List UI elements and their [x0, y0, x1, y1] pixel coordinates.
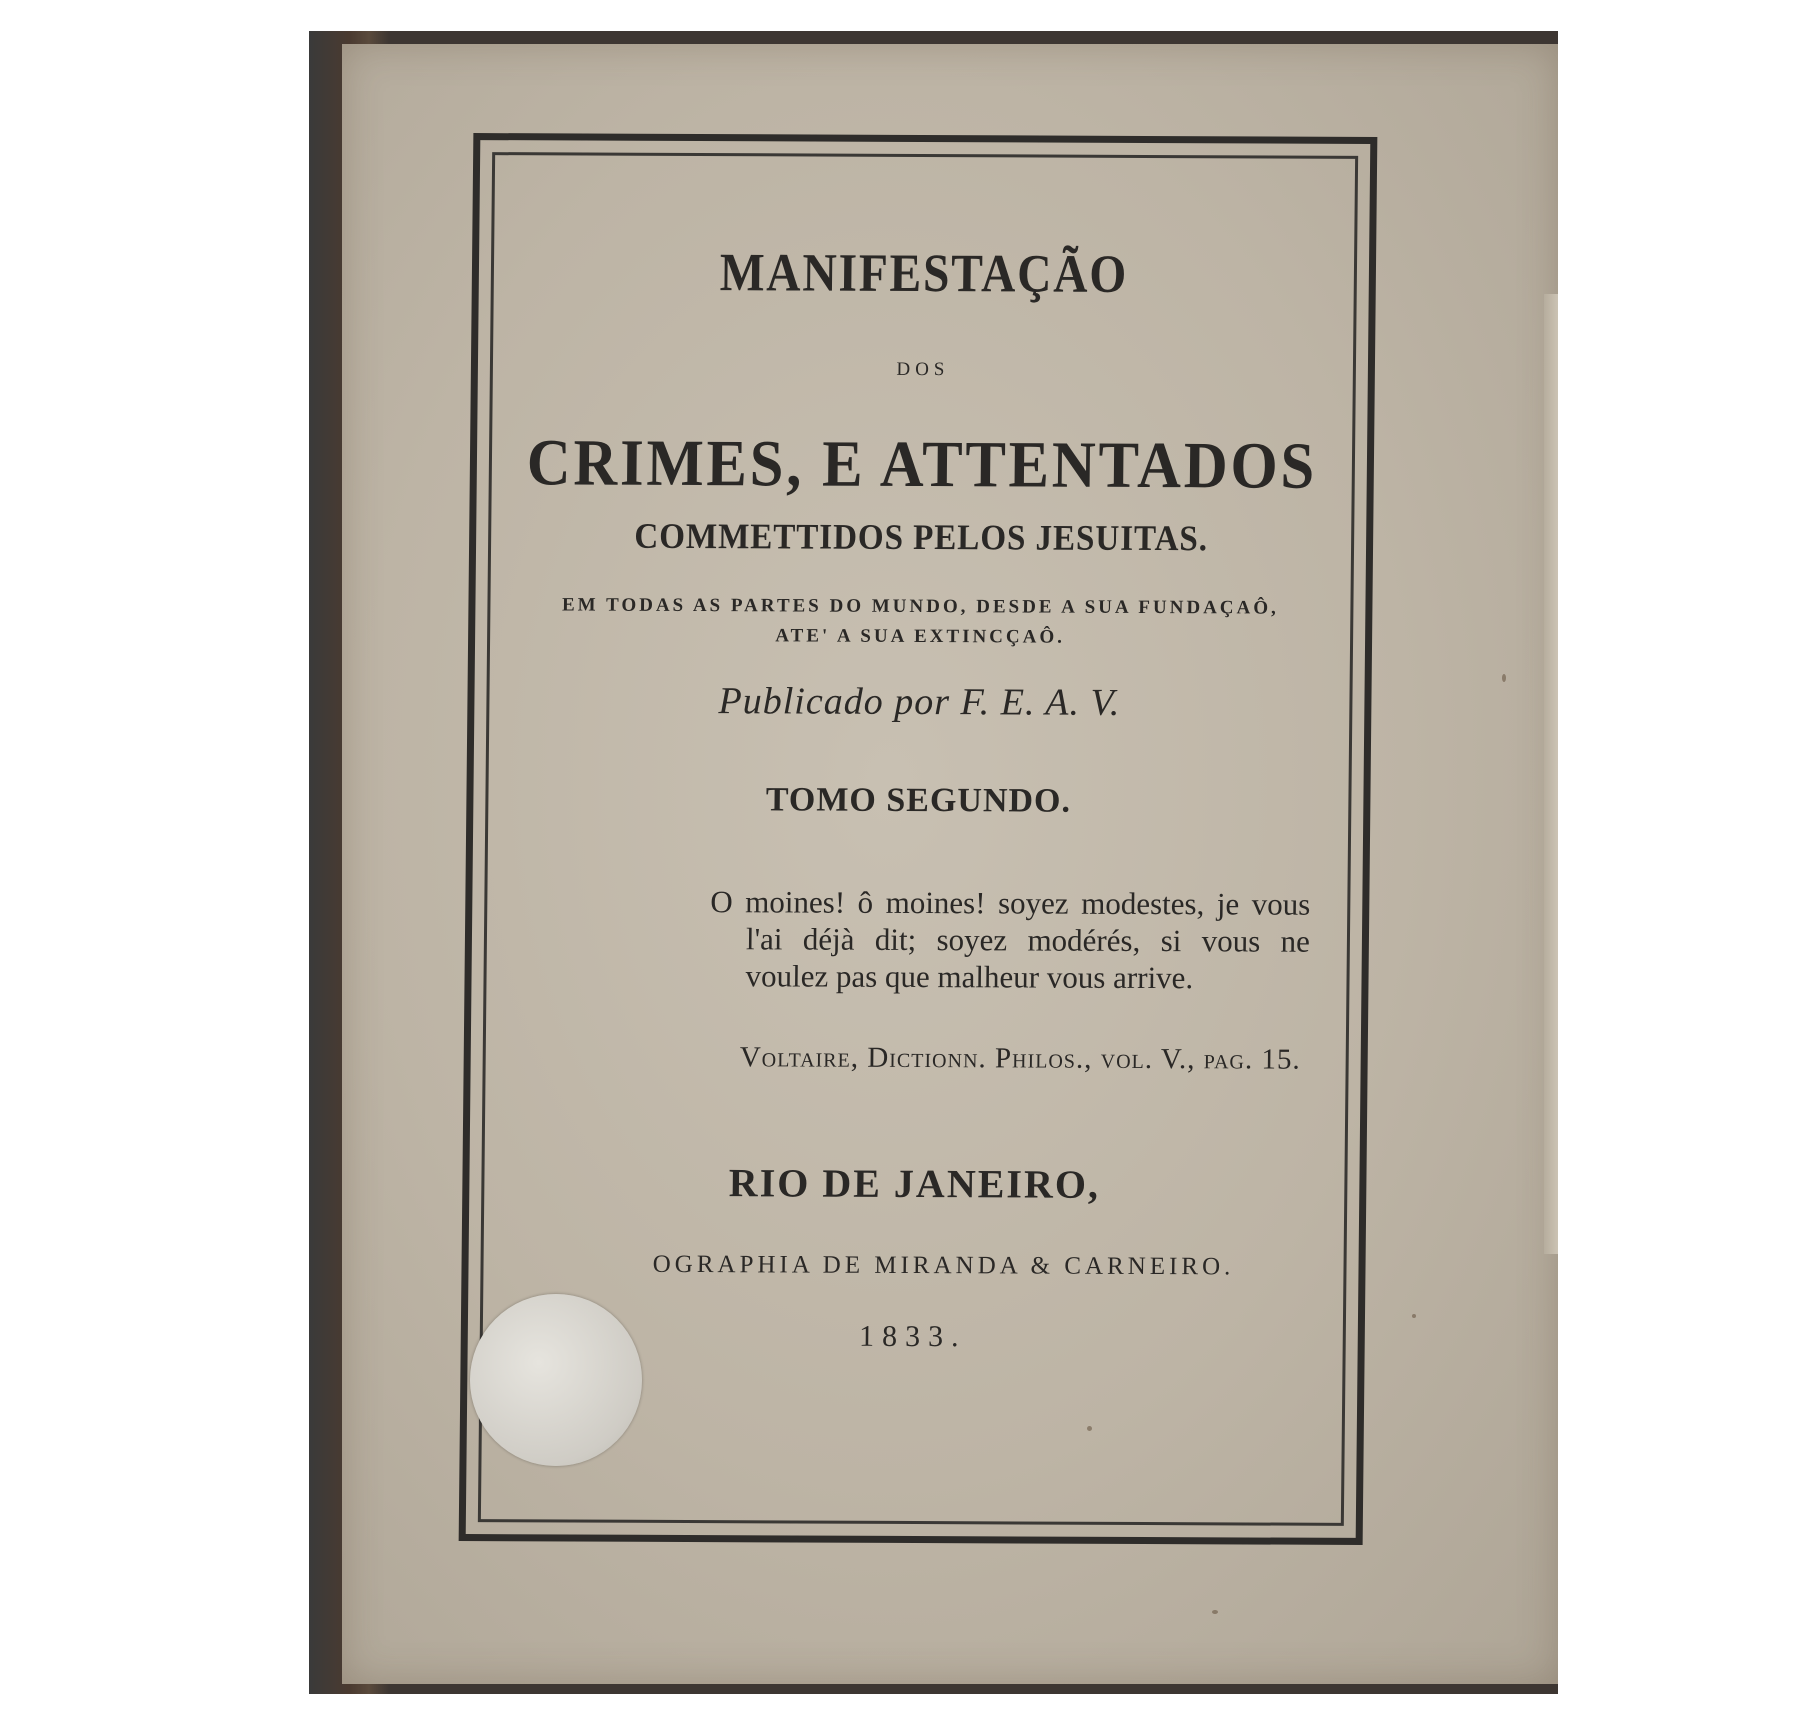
epigraph: O moines! ô moines! soyez modestes, je vous l'ai déjà dit; soyez modérés, si vous ne voulez pas que malheur vous arrive.: [710, 884, 1311, 996]
epigraph-source: Voltaire, Dictionn. Philos., vol. V., pag. 15.: [739, 1041, 1301, 1076]
foxing-spot: [1087, 1426, 1092, 1431]
library-sticker: [470, 1294, 642, 1466]
imprint-year: 1833.: [858, 1319, 967, 1354]
foxing-spot: [1412, 1314, 1416, 1318]
scope-line-2: ATE' A SUA EXTINCÇAÔ.: [775, 625, 1066, 648]
imprint-printer: OGRAPHIA DE MIRANDA & CARNEIRO.: [652, 1250, 1235, 1281]
publisher-line: Publicado por F. E. A. V.: [718, 680, 1121, 724]
foxing-spot: [1502, 674, 1506, 682]
scope-text: [475, 590, 1366, 654]
volume-label: TOMO SEGUNDO.: [765, 781, 1072, 820]
scope-line-1: EM TODAS AS PARTES DO MUNDO, DESDE A SUA FUNDAÇAÔ,: [561, 594, 1279, 619]
title-page: [342, 44, 1558, 1684]
title-connector: DOS: [896, 358, 950, 381]
page-edge: [1544, 294, 1558, 1254]
foxing-spot: [1212, 1610, 1218, 1614]
subject-title: CRIMES, E ATTENTADOS: [526, 426, 1318, 503]
committed-by-line: COMMETTIDOS PELOS JESUITAS.: [634, 515, 1209, 559]
imprint-city: RIO DE JANEIRO,: [728, 1160, 1101, 1207]
main-title: MANIFESTAÇÃO: [719, 242, 1129, 304]
